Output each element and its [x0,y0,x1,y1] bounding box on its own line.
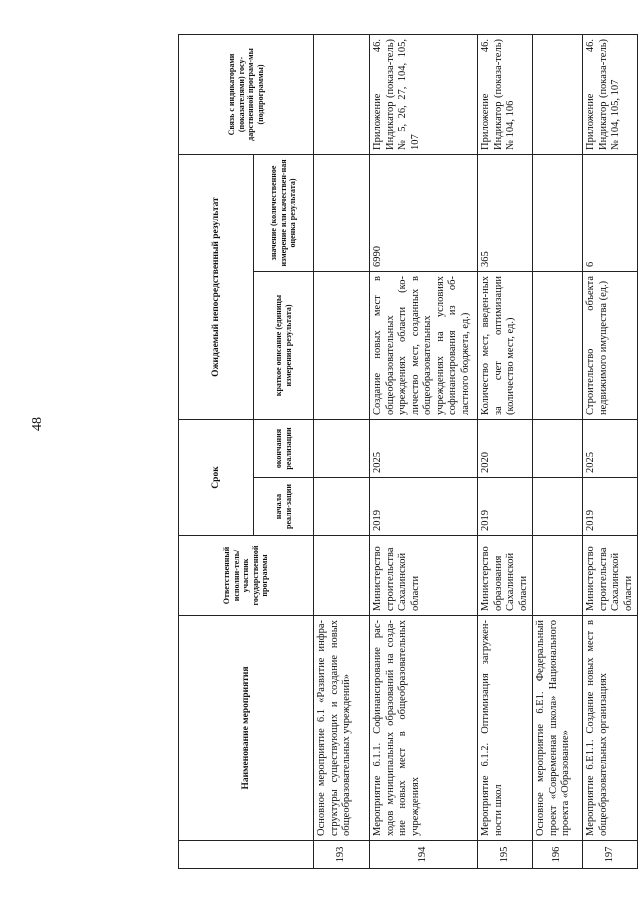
row-desc: Создание новых мест в общеобразовательных учреждениях области (ко-личество мест, созданных в общеобразовательных учреждениях на условиях софинансирования из об-ластного бюджета, ед.) [370,272,478,420]
row-desc [314,272,370,420]
row-responsible: Министерство строительства Сахалинской области [583,536,638,616]
table-row [583,35,638,869]
table-row [533,35,583,869]
row-end [314,420,370,478]
table-row [314,35,370,869]
header-term-end: окончания реализации [254,420,314,478]
header-expected-value: значение (количественное измерение или качествен-ная оценка результата) [254,155,314,272]
header-term: Срок [179,420,254,536]
header-row-1 [179,35,254,869]
table-row [370,35,478,869]
rotated-table-container [178,35,634,869]
row-value: 6 [583,155,638,272]
header-num [179,841,314,869]
row-number: 196 [533,841,583,869]
row-value: 6990 [370,155,478,272]
row-link: Приложение 46. Индикатор (показа-тель) № 104, 106 [478,35,533,155]
row-number: 194 [370,841,478,869]
row-end: 2020 [478,420,533,478]
row-start [533,478,583,536]
row-name: Мероприятие 6.1.2. Оптимизация загружен-ности школ [478,616,533,841]
row-end: 2025 [370,420,478,478]
row-number: 195 [478,841,533,869]
page-number: 48 [30,417,45,431]
row-responsible [314,536,370,616]
row-name: Основное мероприятие 6.Е1. Федеральный проект «Современная школа» Национального проекта «Образование» [533,616,583,841]
header-term-start: начала реали-зации [254,478,314,536]
row-responsible [533,536,583,616]
row-number: 197 [583,841,638,869]
row-desc: Строительство объекта недвижимого имущества (ед.) [583,272,638,420]
row-responsible: Министерство строительства Сахалинской области [370,536,478,616]
row-desc [533,272,583,420]
row-value [314,155,370,272]
row-start: 2019 [370,478,478,536]
row-link [314,35,370,155]
header-expected-desc: краткое описание (единицы измерения результата) [254,272,314,420]
measures-table [178,34,638,869]
row-end [533,420,583,478]
header-expected: Ожидаемый непосредственный результат [179,155,254,420]
row-link: Приложение 46. Индикатор (показа-тель) № 5, 26, 27, 104, 105, 107 [370,35,478,155]
row-end: 2025 [583,420,638,478]
row-number: 193 [314,841,370,869]
header-link: Связь с индикаторами (показателями) госу-дарственной програм-мы (подпрограммы) [179,35,314,155]
row-start: 2019 [478,478,533,536]
row-responsible: Министерство образования Сахалинской области [478,536,533,616]
row-start: 2019 [583,478,638,536]
row-link [533,35,583,155]
row-name: Основное мероприятие 6.1 «Развитие инфра-структуры существующих и создание новых общеобразовательных учреждений» [314,616,370,841]
table-row [478,35,533,869]
header-responsible: Ответственный исполни-тель/участник государственной программы [179,536,314,616]
header-name: Наименование мероприятия [179,616,314,841]
row-link: Приложение 46. Индикатор (показа-тель) № 104, 105, 107 [583,35,638,155]
row-name: Мероприятие 6.Е1.1. Создание новых мест в общеобразовательных организациях [583,616,638,841]
row-name: Мероприятие 6.1.1. Софинансирование рас-ходов муниципальных образований на созда-ние новых мест в общеобразовательных учреждениях [370,616,478,841]
row-value [533,155,583,272]
row-value: 365 [478,155,533,272]
row-desc: Количество мест, введен-ных за счет оптимизации (количество мест, ед.) [478,272,533,420]
row-start [314,478,370,536]
